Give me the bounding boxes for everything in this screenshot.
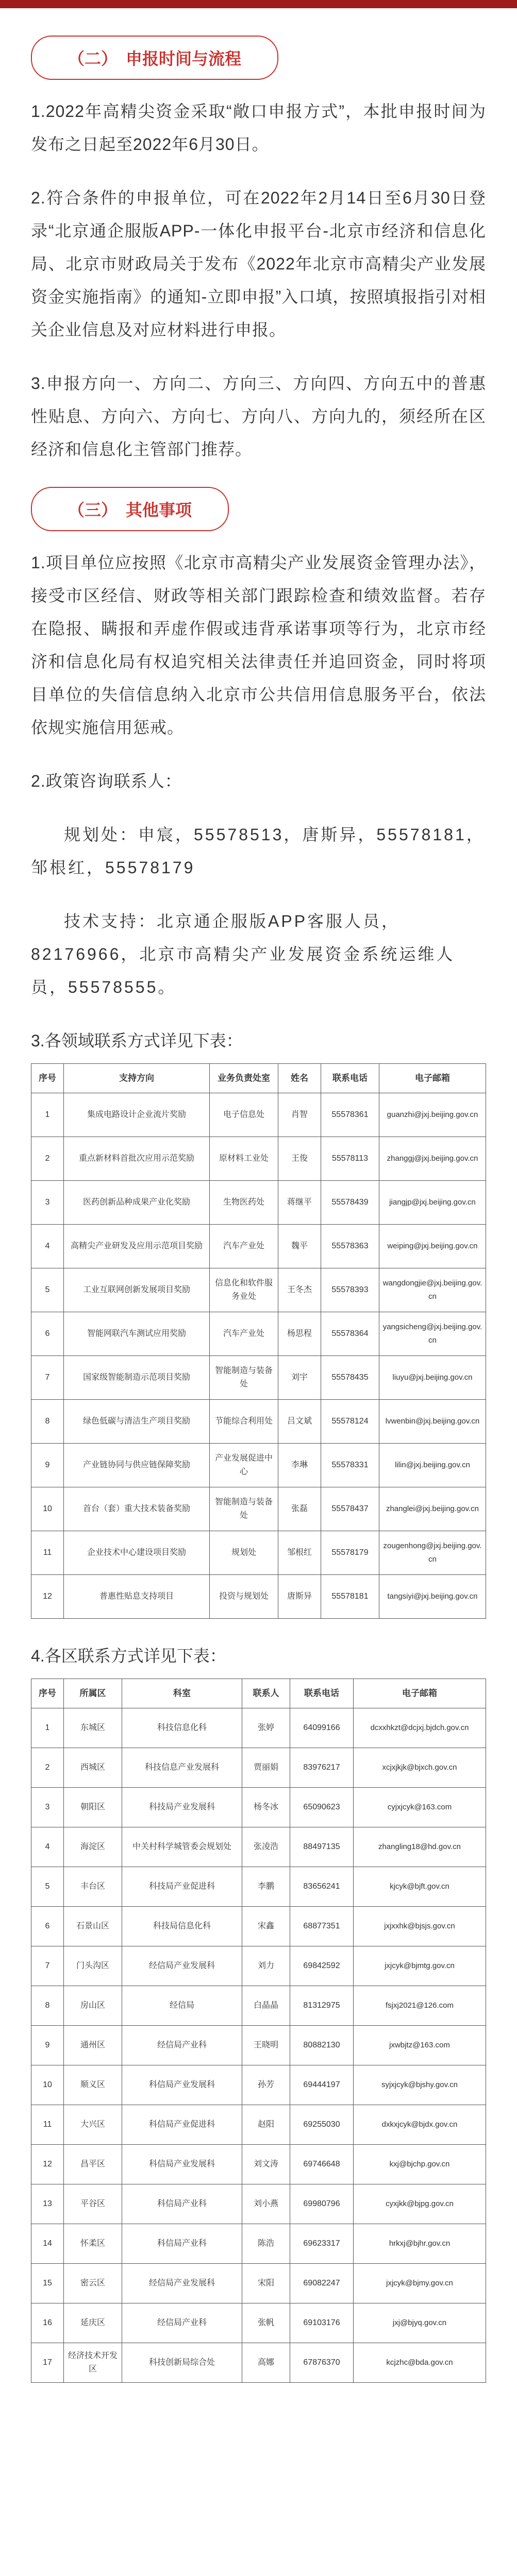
table-row <box>31 2105 486 2145</box>
table-cell: 房山区 <box>64 1986 122 2026</box>
table-header-row <box>31 1064 486 1093</box>
table-row <box>31 1531 486 1575</box>
header-cell: 联系电话 <box>290 1679 354 1708</box>
table-cell: 科技局产业发展科 <box>122 1788 242 1827</box>
table-cell: 4 <box>31 1225 64 1268</box>
table-row <box>31 1312 486 1356</box>
table-cell: 81312975 <box>290 1986 354 2026</box>
table-cell: 智能制造与装备处 <box>210 1356 278 1400</box>
section-2-para-1: 1.2022年高精尖资金采取“敞口申报方式”，本批申报时间为发布之日起至2022年6月30日。 <box>31 102 486 154</box>
table-cell: 高娜 <box>242 2343 290 2383</box>
table-cell: dxkxjcyk@bjdx.gov.cn <box>354 2105 486 2145</box>
table-cell: 平谷区 <box>64 2184 122 2224</box>
table-cell: 69842592 <box>290 1946 354 1986</box>
table-cell: 医药创新品种成果产业化奖励 <box>64 1181 210 1225</box>
table-cell: 汽车产业处 <box>210 1225 278 1268</box>
table-row <box>31 2065 486 2105</box>
section-3-number: （三） <box>68 501 118 519</box>
table-cell: 2 <box>31 1748 64 1788</box>
table-cell: 55578179 <box>321 1531 379 1575</box>
table-cell: 科技信息产业发展科 <box>122 1748 242 1788</box>
table-cell: 东城区 <box>64 1708 122 1748</box>
table-row <box>31 2303 486 2343</box>
table-row <box>31 1827 486 1867</box>
table-cell: 科技局信息化科 <box>122 1907 242 1946</box>
district-table-caption: 4.各区联系方式详见下表： <box>31 1647 226 1665</box>
table-row <box>31 1400 486 1444</box>
table-cell: 企业技术中心建设项目奖励 <box>64 1531 210 1575</box>
table-cell: 5 <box>31 1268 64 1312</box>
table-cell: 国家级智能制造示范项目奖励 <box>64 1356 210 1400</box>
table-cell: 2 <box>31 1137 64 1181</box>
table-cell: 8 <box>31 1400 64 1444</box>
table-cell: 智能网联汽车测试应用奖励 <box>64 1312 210 1356</box>
table-cell: 张磊 <box>278 1487 321 1531</box>
section-2-pill <box>31 36 278 80</box>
table-row <box>31 2145 486 2184</box>
table-cell: 69082247 <box>290 2264 354 2303</box>
table-cell: cyjxjcyk@163.com <box>354 1788 486 1827</box>
table-cell: 工业互联网创新发展项目奖励 <box>64 1268 210 1312</box>
table-cell: 11 <box>31 1531 64 1575</box>
table-cell: 李鹏 <box>242 1867 290 1907</box>
table-cell: 5 <box>31 1867 64 1907</box>
table-cell: 产业链协同与供应链保障奖励 <box>64 1444 210 1487</box>
table-cell: 重点新材料首批次应用示范奖励 <box>64 1137 210 1181</box>
table-cell: 9 <box>31 2026 64 2065</box>
table-cell: 陈浩 <box>242 2224 290 2264</box>
table-cell: 65090623 <box>290 1788 354 1827</box>
table-cell: 1 <box>31 1093 64 1137</box>
header-cell: 电子邮箱 <box>379 1064 486 1093</box>
table-row <box>31 1575 486 1619</box>
table-cell: 55578435 <box>321 1356 379 1400</box>
table-cell: 普惠性贴息支持项目 <box>64 1575 210 1619</box>
table-cell: zougenhong@jxj.beijing.gov.cn <box>379 1531 486 1575</box>
table-cell: 科技局产业促进科 <box>122 1867 242 1907</box>
table-cell: 吕文斌 <box>278 1400 321 1444</box>
table-cell: 刘宇 <box>278 1356 321 1400</box>
table-cell: 海淀区 <box>64 1827 122 1867</box>
table-cell: 64099166 <box>290 1708 354 1748</box>
table-cell: 魏平 <box>278 1225 321 1268</box>
district-contact-table <box>31 1679 486 2383</box>
header-cell: 支持方向 <box>64 1064 210 1093</box>
table-cell: 宋阳 <box>242 2264 290 2303</box>
table-cell: 9 <box>31 1444 64 1487</box>
table-cell: kxj@bjchp.gov.cn <box>354 2145 486 2184</box>
table-cell: 科信局产业科 <box>122 2224 242 2264</box>
table-cell: 16 <box>31 2303 64 2343</box>
table-cell: 怀柔区 <box>64 2224 122 2264</box>
table-row <box>31 1487 486 1531</box>
table-cell: 69103176 <box>290 2303 354 2343</box>
table-cell: 杨冬冰 <box>242 1788 290 1827</box>
table-header-row <box>31 1679 486 1708</box>
table-cell: 昌平区 <box>64 2145 122 2184</box>
table-cell: 55578363 <box>321 1225 379 1268</box>
table-cell: 12 <box>31 2145 64 2184</box>
table-cell: 8 <box>31 1986 64 2026</box>
notice-body <box>0 8 517 2576</box>
table-cell: 规划处 <box>210 1531 278 1575</box>
table-cell: guanzhi@jxj.beijing.gov.cn <box>379 1093 486 1137</box>
table-cell: 高精尖产业研发及应用示范项目奖励 <box>64 1225 210 1268</box>
table-cell: 11 <box>31 2105 64 2145</box>
table-cell: 密云区 <box>64 2264 122 2303</box>
table-cell: jiangjp@jxj.beijing.gov.cn <box>379 1181 486 1225</box>
table-row <box>31 1788 486 1827</box>
table-cell: hrkxj@bjhr.gov.cn <box>354 2224 486 2264</box>
table-cell: 通州区 <box>64 2026 122 2065</box>
table-cell: 69746648 <box>290 2145 354 2184</box>
header-cell: 业务负责处室 <box>210 1064 278 1093</box>
table-cell: zhanggj@jxj.beijing.gov.cn <box>379 1137 486 1181</box>
table-cell: jxjcyk@bjmy.gov.cn <box>354 2264 486 2303</box>
header-cell: 姓名 <box>278 1064 321 1093</box>
table-cell: 13 <box>31 2184 64 2224</box>
table-cell: 经信局产业发展科 <box>122 1946 242 1986</box>
table-cell: fsjxj2021@126.com <box>354 1986 486 2026</box>
table-cell: 张帆 <box>242 2303 290 2343</box>
table-cell: zhangling18@hd.gov.cn <box>354 1827 486 1867</box>
table-cell: 白晶晶 <box>242 1986 290 2026</box>
table-row <box>31 1137 486 1181</box>
table-cell: kjcyk@bjft.gov.cn <box>354 1867 486 1907</box>
table-cell: weiping@jxj.beijing.gov.cn <box>379 1225 486 1268</box>
table-cell: 李琳 <box>278 1444 321 1487</box>
table-row <box>31 1444 486 1487</box>
table-cell: 83976217 <box>290 1748 354 1788</box>
table-row <box>31 1748 486 1788</box>
table-cell: lilin@jxj.beijing.gov.cn <box>379 1444 486 1487</box>
table-row <box>31 1907 486 1946</box>
table-cell: 67876370 <box>290 2343 354 2383</box>
table-cell: 智能制造与装备处 <box>210 1487 278 1531</box>
table-cell: 83656241 <box>290 1867 354 1907</box>
table-cell: cyxjkk@bjpg.gov.cn <box>354 2184 486 2224</box>
table-cell: 经信局产业科 <box>122 2026 242 2065</box>
table-cell: 王俊 <box>278 1137 321 1181</box>
table-cell: 汽车产业处 <box>210 1312 278 1356</box>
section-3-para-1: 1.项目单位应按照《北京市高精尖产业发展资金管理办法》，接受市区经信、财政等相关部门跟踪检查和绩效监督。若存在隐报、瞒报和弄虚作假或违背承诺事项等行为，北京市经济和信息化局有权追究相关法律责任并追回资金，同时将项目单位的失信信息纳入北京市公共信用信息服务平台，依法依规实施信用惩戒。 <box>31 553 486 737</box>
table-row <box>31 1946 486 1986</box>
header-cell: 序号 <box>31 1064 64 1093</box>
table-cell: 6 <box>31 1907 64 1946</box>
table-cell: wangdongjie@jxj.beijing.gov.cn <box>379 1268 486 1312</box>
table-cell: 经信局产业发展科 <box>122 2264 242 2303</box>
table-cell: 15 <box>31 2264 64 2303</box>
table-cell: 经信局产业科 <box>122 2303 242 2343</box>
table-cell: 生物医药处 <box>210 1181 278 1225</box>
table-cell: 电子信息处 <box>210 1093 278 1137</box>
table-cell: 69444197 <box>290 2065 354 2105</box>
table-cell: 17 <box>31 2343 64 2383</box>
table-cell: 14 <box>31 2224 64 2264</box>
table-cell: 赵阳 <box>242 2105 290 2145</box>
table-cell: liuyu@jxj.beijing.gov.cn <box>379 1356 486 1400</box>
header-cell: 所属区 <box>64 1679 122 1708</box>
table-cell: 原材料工业处 <box>210 1137 278 1181</box>
table-cell: 杨思程 <box>278 1312 321 1356</box>
table-cell: jxjxxhk@bjsjs.gov.cn <box>354 1907 486 1946</box>
table-cell: 贾丽娟 <box>242 1748 290 1788</box>
table-row <box>31 1181 486 1225</box>
table-cell: 王晓明 <box>242 2026 290 2065</box>
table-cell: 经信局 <box>122 1986 242 2026</box>
table-cell: 首台（套）重大技术装备奖励 <box>64 1487 210 1531</box>
table-cell: 3 <box>31 1181 64 1225</box>
table-cell: 石景山区 <box>64 1907 122 1946</box>
section-2-para-2: 2.符合条件的申报单位，可在2022年2月14日至6月30日登录“北京通企服版APP-一体化申报平台-北京市经济和信息化局、北京市财政局关于发布《2022年北京市高精尖产业发展资金实施指南》的通知-立即申报”入口填，按照填报指引对相关企业信息及对应材料进行申报。 <box>31 189 486 339</box>
tech-support-contact: 技术支持：北京通企服版APP客服人员，82176966，北京市高精尖产业发展资金系统运维人员，55578555。 <box>31 912 455 996</box>
table-cell: 孙芳 <box>242 2065 290 2105</box>
section-2-para-3: 3.申报方向一、方向二、方向三、方向四、方向五中的普惠性贴息、方向六、方向七、方向八、方向九的，须经所在区经济和信息化主管部门推荐。 <box>31 374 486 459</box>
table-cell: 科信局产业促进科 <box>122 2105 242 2145</box>
table-cell: 88497135 <box>290 1827 354 1867</box>
table-row <box>31 1867 486 1907</box>
table-cell: 刘文涛 <box>242 2145 290 2184</box>
table-cell: zhanglei@jxj.beijing.gov.cn <box>379 1487 486 1531</box>
table-cell: 4 <box>31 1827 64 1867</box>
table-cell: 1 <box>31 1708 64 1748</box>
table-cell: 刘力 <box>242 1946 290 1986</box>
table-row <box>31 2224 486 2264</box>
table-cell: 王冬杰 <box>278 1268 321 1312</box>
section-3-para-2: 2.政策咨询联系人： <box>31 772 182 790</box>
table-cell: 邹根红 <box>278 1531 321 1575</box>
table-cell: 丰台区 <box>64 1867 122 1907</box>
table-cell: 55578181 <box>321 1575 379 1619</box>
table-row <box>31 1356 486 1400</box>
table-cell: 10 <box>31 1487 64 1531</box>
table-cell: 肖智 <box>278 1093 321 1137</box>
table-cell: 投资与规划处 <box>210 1575 278 1619</box>
table-row <box>31 2184 486 2224</box>
header-cell: 联系人 <box>242 1679 290 1708</box>
table-row <box>31 1708 486 1748</box>
table-cell: 朝阳区 <box>64 1788 122 1827</box>
table-cell: jxwbjtz@163.com <box>354 2026 486 2065</box>
table-cell: 6 <box>31 1312 64 1356</box>
table-cell: 门头沟区 <box>64 1946 122 1986</box>
table-cell: 7 <box>31 1946 64 1986</box>
table-cell: 唐斯异 <box>278 1575 321 1619</box>
table-cell: dcxxhkzt@dcjxj.bjdch.gov.cn <box>354 1708 486 1748</box>
table-cell: 55578439 <box>321 1181 379 1225</box>
table-row <box>31 1268 486 1312</box>
table-cell: 蒋继平 <box>278 1181 321 1225</box>
section-2-header <box>31 35 486 80</box>
planning-contact: 规划处：申宸，55578513，唐斯异，55578181，邹根红，55578179 <box>31 825 485 877</box>
table-row <box>31 1986 486 2026</box>
table-cell: 科技创新局综合处 <box>122 2343 242 2383</box>
table-cell: 69623317 <box>290 2224 354 2264</box>
table-cell: 科信局产业发展科 <box>122 2065 242 2105</box>
table-cell: 集成电路设计企业流片奖励 <box>64 1093 210 1137</box>
table-cell: yangsicheng@jxj.beijing.gov.cn <box>379 1312 486 1356</box>
table-cell: xcjxjkjk@bjxch.gov.cn <box>354 1748 486 1788</box>
table-row <box>31 2264 486 2303</box>
header-cell: 联系电话 <box>321 1064 379 1093</box>
table-cell: 7 <box>31 1356 64 1400</box>
field-table-caption: 3.各领域联系方式详见下表： <box>31 1031 243 1050</box>
table-cell: 69980796 <box>290 2184 354 2224</box>
header-cell: 电子邮箱 <box>354 1679 486 1708</box>
table-cell: kcjzhc@bda.gov.cn <box>354 2343 486 2383</box>
table-row <box>31 2026 486 2065</box>
section-2-title: 申报时间与流程 <box>126 49 242 68</box>
table-cell: 节能综合利用处 <box>210 1400 278 1444</box>
table-cell: 延庆区 <box>64 2303 122 2343</box>
table-cell: 顺义区 <box>64 2065 122 2105</box>
table-cell: 科信局产业发展科 <box>122 2145 242 2184</box>
table-cell: 张婷 <box>242 1708 290 1748</box>
section-3-title: 其他事项 <box>126 501 192 519</box>
top-border <box>0 0 517 8</box>
table-row <box>31 1093 486 1137</box>
table-cell: 刘小燕 <box>242 2184 290 2224</box>
section-3-pill <box>31 487 229 531</box>
header-cell: 科室 <box>122 1679 242 1708</box>
table-cell: 80882130 <box>290 2026 354 2065</box>
table-cell: jxjcyk@bjmtg.gov.cn <box>354 1946 486 1986</box>
table-cell: 张凌浩 <box>242 1827 290 1867</box>
table-cell: 10 <box>31 2065 64 2105</box>
table-cell: 信息化和软件服务业处 <box>210 1268 278 1312</box>
table-cell: 55578331 <box>321 1444 379 1487</box>
section-3-header <box>31 486 486 532</box>
table-cell: 55578113 <box>321 1137 379 1181</box>
table-cell: 中关村科学城管委会规划处 <box>122 1827 242 1867</box>
table-cell: 西城区 <box>64 1748 122 1788</box>
table-cell: 产业发展促进中心 <box>210 1444 278 1487</box>
table-cell: 55578124 <box>321 1400 379 1444</box>
table-cell: 55578393 <box>321 1268 379 1312</box>
header-cell: 序号 <box>31 1679 64 1708</box>
table-cell: 宋鑫 <box>242 1907 290 1946</box>
table-cell: jxj@bjyq.gov.cn <box>354 2303 486 2343</box>
field-contact-table <box>31 1063 486 1619</box>
table-cell: 55578437 <box>321 1487 379 1531</box>
table-cell: 3 <box>31 1788 64 1827</box>
table-cell: 科技信息化科 <box>122 1708 242 1748</box>
table-cell: 科信局产业科 <box>122 2184 242 2224</box>
table-row <box>31 2343 486 2383</box>
table-cell: 12 <box>31 1575 64 1619</box>
table-row <box>31 1225 486 1268</box>
table-cell: 55578361 <box>321 1093 379 1137</box>
table-cell: 绿色低碳与清洁生产项目奖励 <box>64 1400 210 1444</box>
table-cell: 55578364 <box>321 1312 379 1356</box>
table-cell: 68877351 <box>290 1907 354 1946</box>
table-cell: 经济技术开发区 <box>64 2343 122 2383</box>
section-2-number: （二） <box>68 49 118 68</box>
table-cell: tangsiyi@jxj.beijing.gov.cn <box>379 1575 486 1619</box>
table-cell: lvwenbin@jxj.beijing.gov.cn <box>379 1400 486 1444</box>
table-cell: 69255030 <box>290 2105 354 2145</box>
table-cell: syjxjcyk@bjshy.gov.cn <box>354 2065 486 2105</box>
table-cell: 大兴区 <box>64 2105 122 2145</box>
